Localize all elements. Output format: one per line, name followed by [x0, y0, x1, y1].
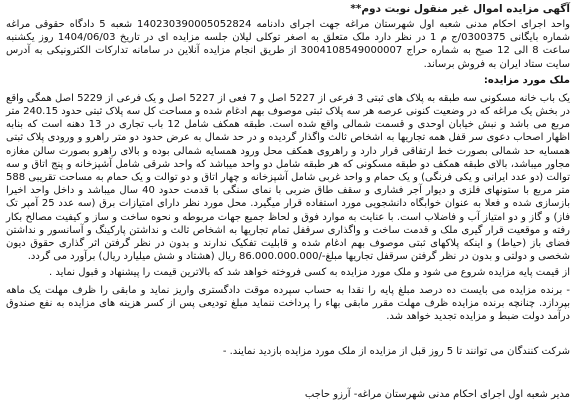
auction-terms: - برنده مزایده می بایست ده درصد مبلغ پایه را نقدا به حساب سپرده موقت دادگستری واریز نماید و مابقی را ظرف مهلت یک ماهه بپردازد. چنانچه برنده مزایده ظرف مهلت مقرر مابقی بهاء را پرداخت ننماید مبلغ تودیعی پس از کسر هزینه های مزایده به نفع صندوق درآمد دولت ضبط و مزایده تجدید خواهد شد. — [6, 284, 570, 323]
visit-note: شرکت کنندگان می توانند تا 5 روز قبل از مزایده از ملک مورد مزایده بازدید نمایند. - — [222, 346, 570, 358]
notice-title: آگهی مزایده اموال غیر منقول نوبت دوم** — [350, 3, 570, 15]
notice-intro: واحد اجرای احکام مدنی شعبه اول شهرستان مراغه جهت اجرای دادنامه 140230390005052824 شعبه 5 دادگاه حقوقی مراغه شماره بایگانی 0300375/ج م 1 در نظر دارد ملک متعلق به اصغر توکلی لیلان جلسه مزایده ای در تاریخ 1404/06/03 روز یکشنبه ساعت 8 الی 12 صبح به شماره حراج 3004108549000007 از طریق انجام مزایده آنلاین در سامانه تدارکات الکترونیکی به آدرس سایت ستاد ایران به فروش برساند. — [6, 19, 571, 70]
property-label: ملک مورد مزایده: — [483, 74, 570, 86]
signature-line: مدیر شعبه اول اجرای احکام مدنی شهرستان مراغه- آرزو حاجب — [304, 389, 570, 400]
base-price-paragraph: از قیمت پایه مزایده شروع می شود و ملک مورد مزایده به کسی فروخته خواهد شد که بالاترین قیمت را پیشنهاد و قبول نماید . — [49, 267, 570, 279]
property-description: یک باب خانه مسکونی سه طبقه به پلاک های ثبتی 3 فرعی از 5227 اصل و 7 فعی از 5227 اصل و یک فرعی از 5229 اصل همگی واقع در بخش یک مراغه که در وضعیت کنونی عرصه هر سه پلاک ثبتی موصوف بهم ادغام شده و مساحت کل سه پلاک ثبتی حدود 240.15 متر مربع می باشد و نبش خیابان اوحدی و قسمت شمالی واقع شده است. طبقه همکف شامل 12 باب تجاری در 13 دهنه است که بنابه اظهار اصحاب دعوی سر قفل همه تجاریها به اشخاص ثالث واگذار گردیده و در حد شمال به عرض حدود دو متر راهرو و ورودی پلاک ثبتی همسایه حد شمالی بصورت خط ارتفاقی قرار دارد و راهروی همکف محل ورود همسایه شمالی بوده و بالای راهرو بصورت سالن مغازه مجاور میباشد، بالای طبقه همکف دو طبقه مسکونی که هر طبقه شامل دو واحد میباشد که واحد شرقی شامل آشپزخانه و پنج اتاق و سه توالت (دو عدد ایرانی و یکی فرنگی) و یک حمام و واحد غربی شامل آشپزخانه و چهار اتاق و دو توالت و یک حمام به مساحت تقریبی 588 متر مربع با ستونهای فلزی و دیوار آجر فشاری و سقف طاق ضربی با نمای سنگی با قدمت حدود 40 سال میباشد و داخل واحد اخیرا بازسازی شده و فعلا به عنوان خوابگاه دانشجویی مورد استفاده قرار میگیرد. محل مورد نظر دارای امتیازات برق (سه عدد 25 آمپر تک فاز) و گاز و دو امتیاز آب و فاضلاب است. با عنایت به موارد فوق و لحاظ جمیع جهات مربوطه و نحوه ساخت و ساز و کیفیت مصالح بکار رفته و موقعیت قرار گیری ملک و قدمت ساخت و واگذاری سرقفل تمام تجاریها به اشخاص ثالث و نداشتن پارکینگ و آسانسور و نداشتن فضای باز (حیاط) و اینکه پلاکهای ثبتی موصوف بهم ادغام شده و قابلیت تفکیک ندارند و بدون در نظر گرفتن اثر گذاری حقوق دیون شخصی و دولتی و بدون در نظر گرفتن سرقفل تجاریها مبلغ-/86.000.000.000 ریال (هشتاد و شش میلیارد ریال) برآورد می گردد. — [6, 92, 570, 263]
